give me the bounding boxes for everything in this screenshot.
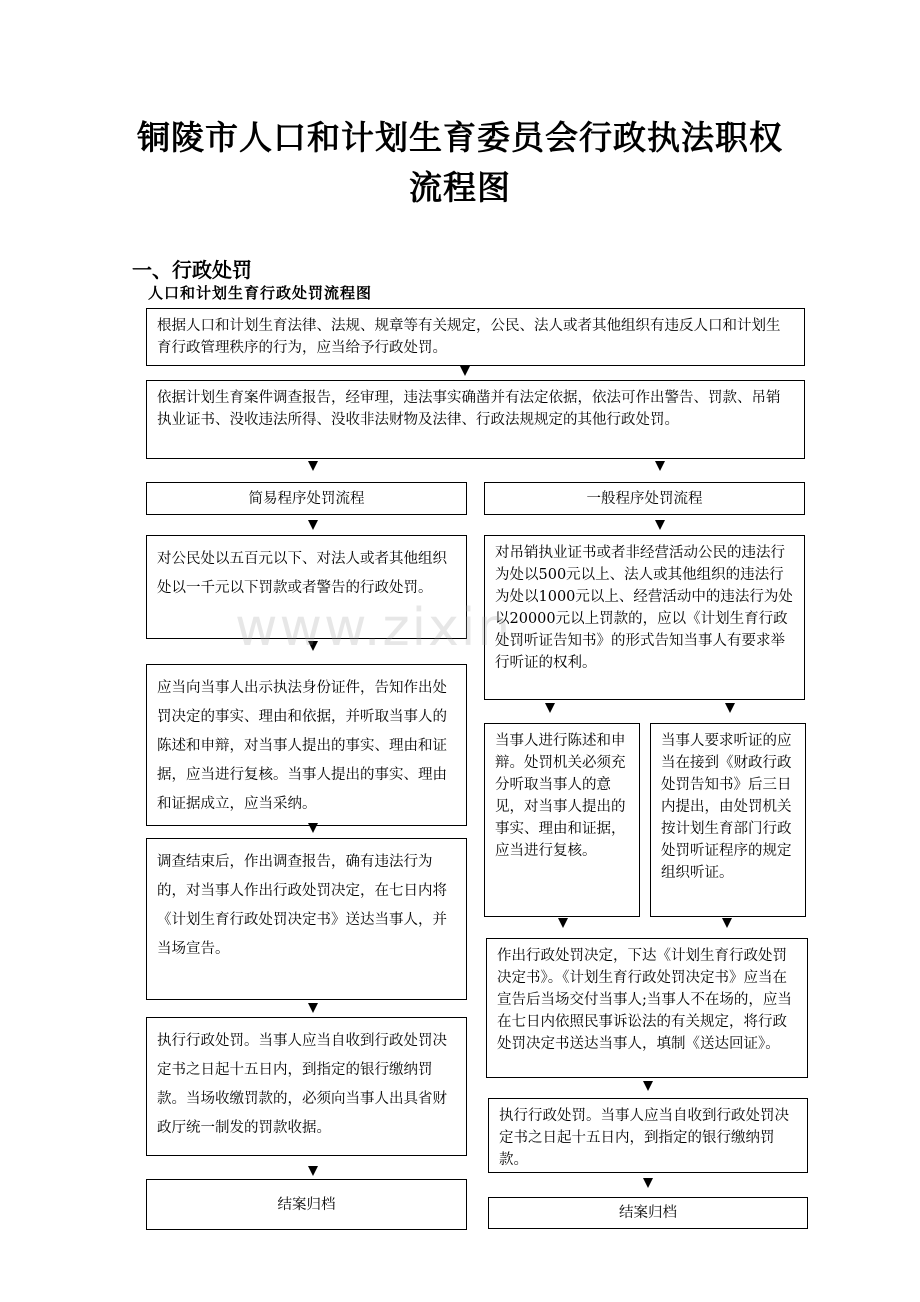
page-title-line2: 流程图 xyxy=(409,168,511,207)
arrow-down-icon xyxy=(725,703,735,713)
box-simple-scope: 对公民处以五百元以下、对法人或者其他组织处以一千元以下罚款或者警告的行政处罚。 xyxy=(146,535,467,639)
arrow-down-icon xyxy=(308,823,318,833)
arrow-down-icon xyxy=(308,520,318,530)
box-simple-close: 结案归档 xyxy=(146,1179,467,1230)
section-heading: 一、行政处罚 xyxy=(132,258,252,282)
arrow-down-icon xyxy=(308,1003,318,1013)
arrow-down-icon xyxy=(655,461,665,471)
arrow-down-icon xyxy=(460,366,470,376)
arrow-down-icon xyxy=(308,461,318,471)
arrow-down-icon xyxy=(655,520,665,530)
box-general-execute: 执行行政处罚。当事人应当自收到行政处罚决定书之日起十五日内，到指定的银行缴纳罚款。 xyxy=(488,1098,808,1173)
box-simple-procedure-header: 简易程序处罚流程 xyxy=(146,482,467,515)
watermark: www.zixin. xyxy=(235,598,531,658)
box-general-scope: 对吊销执业证书或者非经营活动公民的违法行为处以500元以上、法人或其他组织的违法行为处以1000元以上、经营活动中的违法行为处以20000元以上罚款的，应以《计划生育行政处罚听证告知书》的形式告知当事人有要求举行听证的权利。 xyxy=(484,535,805,700)
box-general-procedure-header: 一般程序处罚流程 xyxy=(484,482,805,515)
box-review-decision: 依据计划生育案件调查报告，经审理，违法事实确凿并有法定依据，依法可作出警告、罚款、吊销执业证书、没收违法所得、没收非法财物及法律、行政法规规定的其他行政处罚。 xyxy=(146,380,805,459)
arrow-down-icon xyxy=(545,703,555,713)
arrow-down-icon xyxy=(308,1166,318,1176)
arrow-down-icon xyxy=(558,918,568,928)
arrow-down-icon xyxy=(722,918,732,928)
box-violation-basis: 根据人口和计划生育法律、法规、规章等有关规定，公民、法人或者其他组织有违反人口和计划生育行政管理秩序的行为，应当给予行政处罚。 xyxy=(146,308,805,366)
box-simple-execute: 执行行政处罚。当事人应当自收到行政处罚决定书之日起十五日内，到指定的银行缴纳罚款。当场收缴罚款的，必须向当事人出具省财政厅统一制发的罚款收据。 xyxy=(146,1017,467,1156)
flow-heading: 人口和计划生育行政处罚流程图 xyxy=(148,284,373,302)
box-general-hearing: 当事人要求听证的应当在接到《财政行政处罚告知书》后三日内提出，由处罚机关按计划生育部门行政处罚听证程序的规定组织听证。 xyxy=(650,723,806,917)
box-general-close: 结案归档 xyxy=(488,1197,808,1229)
arrow-down-icon xyxy=(643,1081,653,1091)
arrow-down-icon xyxy=(308,641,318,651)
arrow-down-icon xyxy=(643,1178,653,1188)
box-general-statement: 当事人进行陈述和申辩。处罚机关必须充分听取当事人的意见，对当事人提出的事实、理由和证据，应当进行复核。 xyxy=(484,723,640,917)
box-general-decision: 作出行政处罚决定，下达《计划生育行政处罚决定书》。《计划生育行政处罚决定书》应当在宣告后当场交付当事人;当事人不在场的，应当在七日内依照民事诉讼法的有关规定，将行政处罚决定书送达当事人，填制《送达回证》。 xyxy=(486,938,808,1078)
page-title: 铜陵市人口和计划生育委员会行政执法职权 xyxy=(137,118,783,157)
box-simple-notify: 应当向当事人出示执法身份证件，告知作出处罚决定的事实、理由和依据，并听取当事人的陈述和申辩，对当事人提出的事实、理由和证据，应当进行复核。当事人提出的事实、理由和证据成立，应当采纳。 xyxy=(146,664,467,826)
box-simple-decision: 调查结束后，作出调查报告，确有违法行为的，对当事人作出行政处罚决定，在七日内将《计划生育行政处罚决定书》送达当事人，并当场宣告。 xyxy=(146,838,467,1000)
